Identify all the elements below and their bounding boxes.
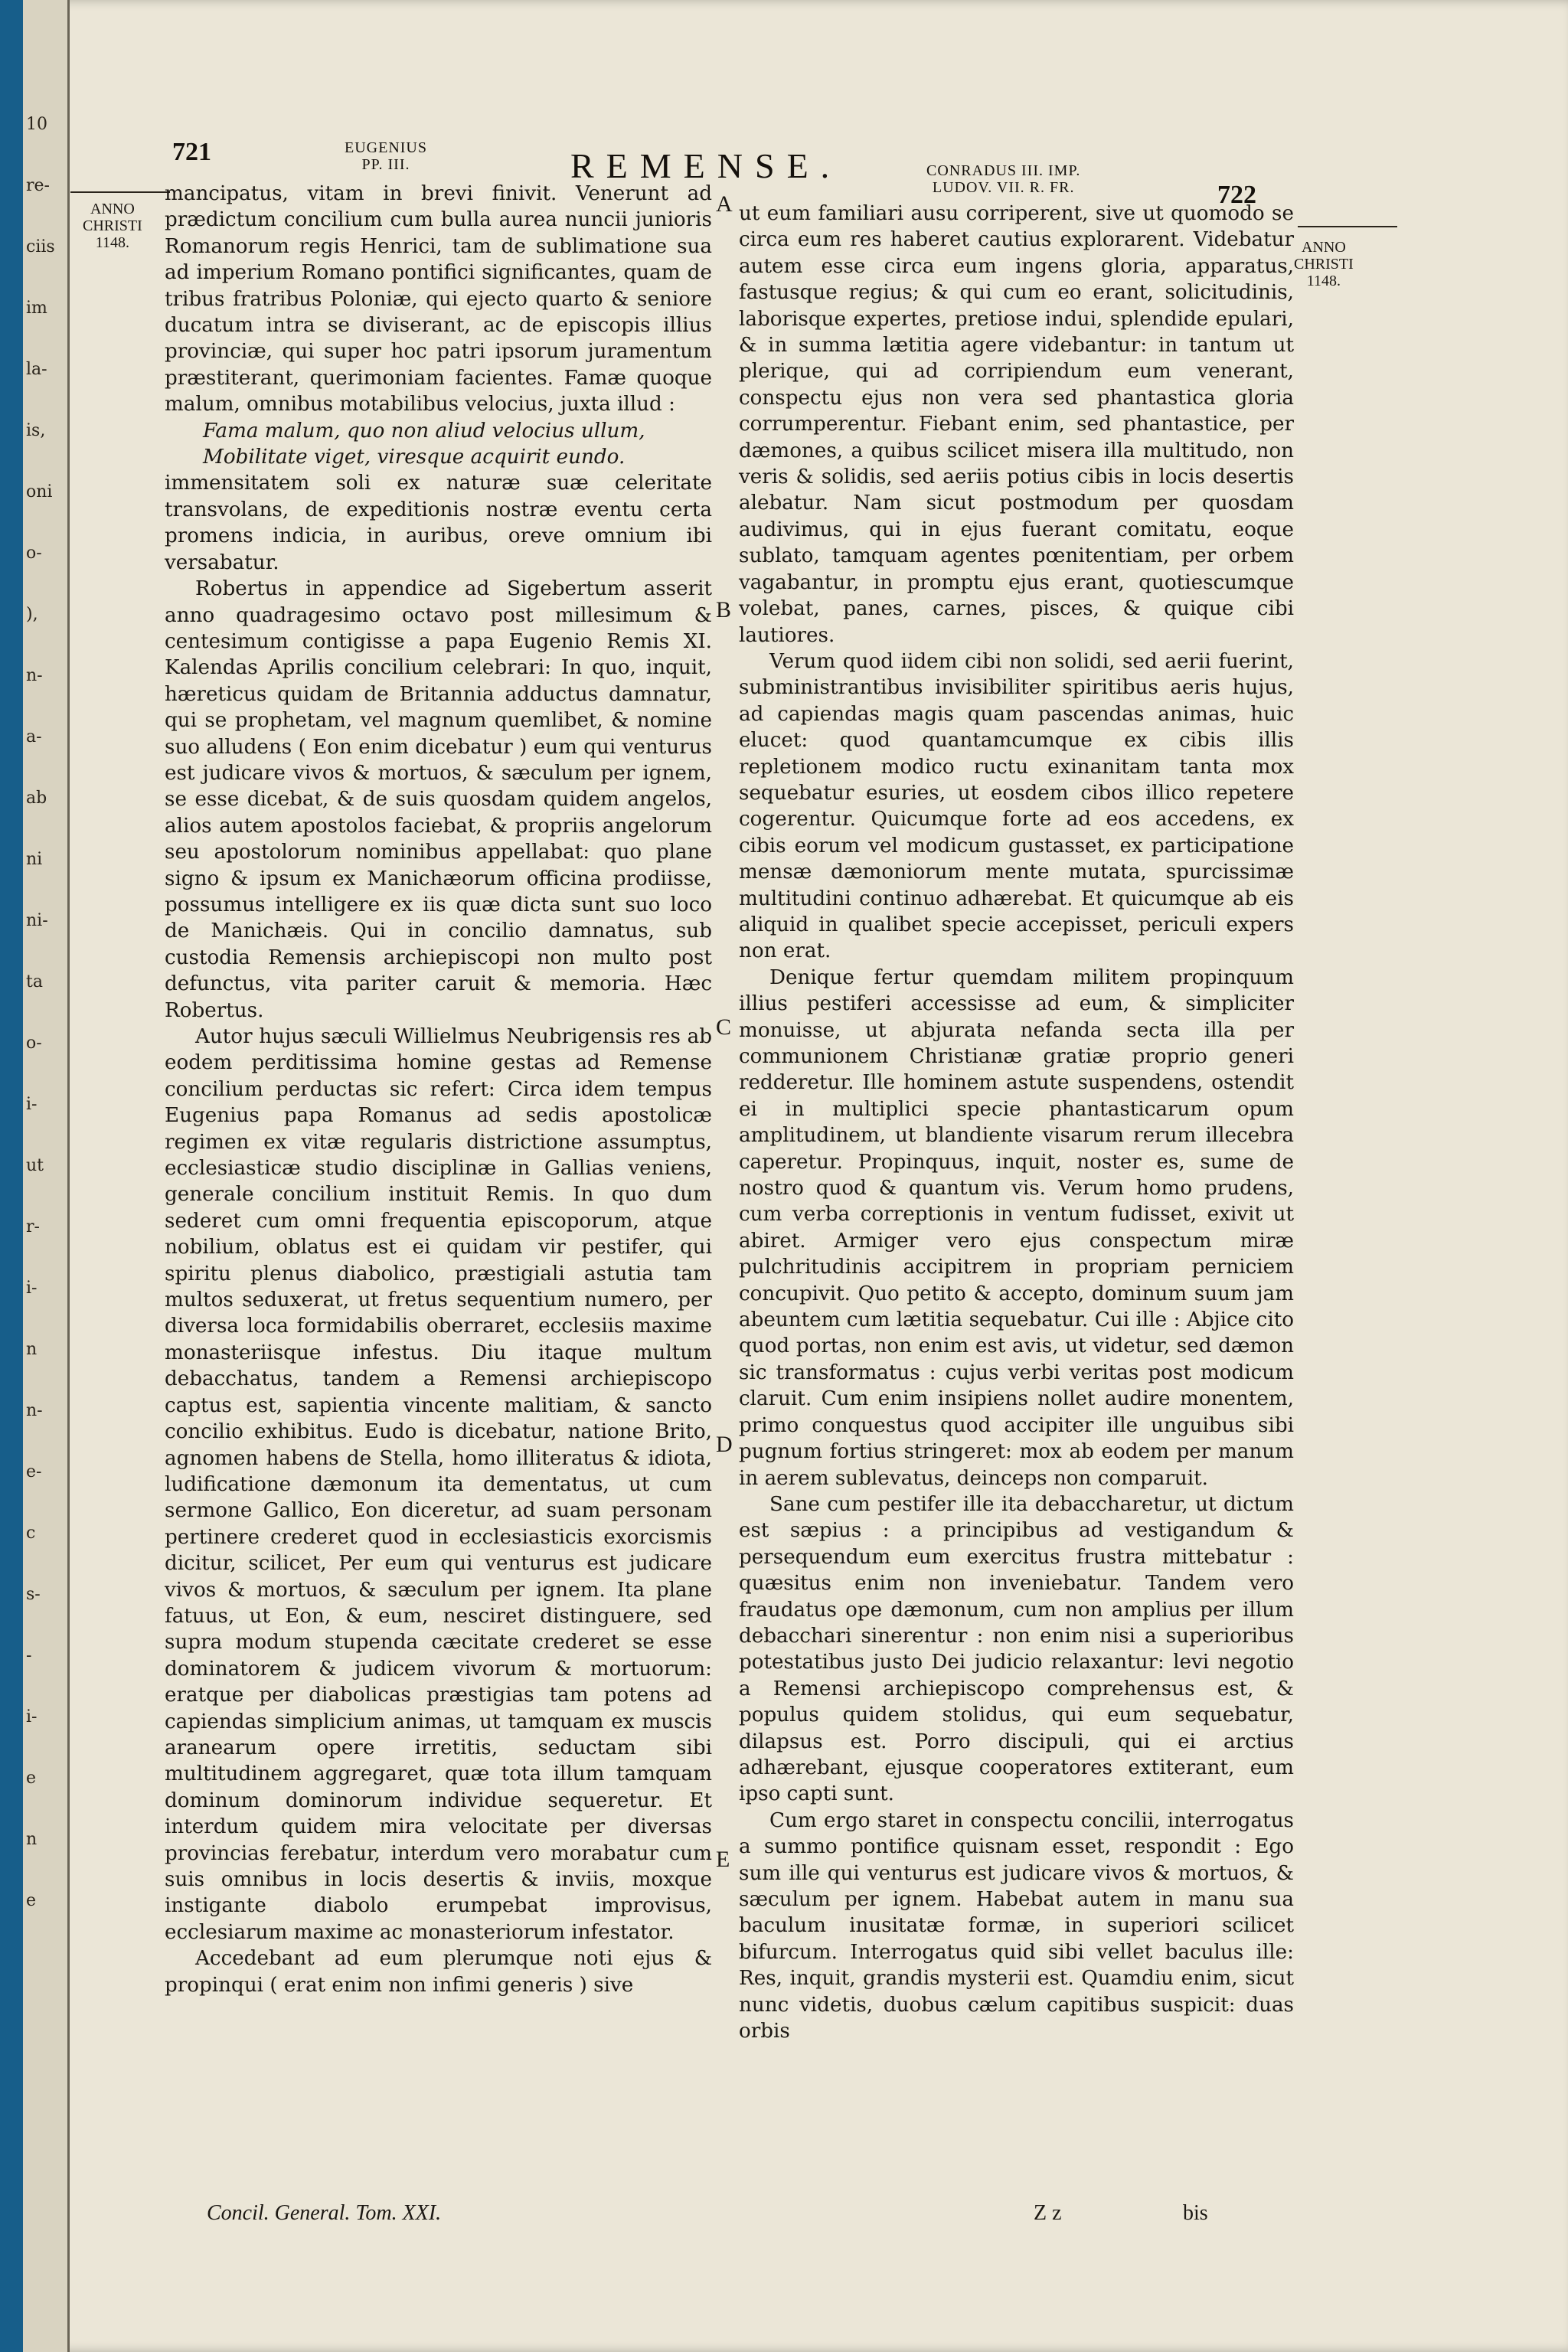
- catchword: bis: [1183, 2201, 1208, 2225]
- previous-page-fragment: n: [26, 1340, 38, 1359]
- previous-page-fragment: a-: [26, 727, 42, 746]
- section-letter-d: D: [716, 1432, 733, 1457]
- section-letter-c: C: [716, 1014, 732, 1040]
- right-column-paragraph: Sane cum pestifer ille ita debaccharetur, ut dictum est sæpius : a principibus ad vestigandum & persequendum eum exercitus frustra mittebatur : quæsitus enim non inveniebatur. Tandem vero fraudatus ope dæmonum, cum non amplius per illum debacchari sinerentur : non enim nisi a superioribus potestatibus justo Dei judicio relaxantur: levi negotio a Remensi archiepiscopo comprehensus est, & populus quidem stolidus, qui eum sequebatur, dilapsus est. Porro discipuli, qui ei arctius adhærebant, ejusque cooperatores extiterant, eum ipso capti sunt.: [739, 1492, 1294, 1806]
- previous-page-fragment: ta: [26, 972, 43, 991]
- left-column-paragraph: Fama malum, quo non aliud velocius ullum,: [203, 419, 645, 443]
- footer-volume: Concil. General. Tom. XXI.: [207, 2201, 442, 2225]
- running-head-left: EUGENIUS PP. III.: [345, 139, 427, 173]
- previous-page-fragment: ni-: [26, 911, 48, 930]
- running-head-right: CONRADUS III. IMP. LUDOV. VII. R. FR.: [926, 162, 1081, 196]
- previous-page-fragment: is,: [26, 421, 46, 440]
- previous-page-fragment: im: [26, 299, 47, 318]
- previous-page-fragment: -: [26, 1646, 32, 1665]
- left-page-number: 721: [172, 138, 211, 166]
- previous-page-fragment: n-: [26, 1401, 43, 1420]
- margin-rule-left: [70, 191, 170, 193]
- previous-page-fragment: la-: [26, 360, 47, 379]
- previous-page-fragment: r-: [26, 1217, 40, 1236]
- book-page: [23, 0, 1568, 2352]
- signature-mark: Z z: [1034, 2201, 1062, 2225]
- previous-page-fragment: o-: [26, 544, 42, 563]
- previous-page-fragment: i-: [26, 1095, 38, 1114]
- previous-page-fragment: oni: [26, 482, 53, 501]
- left-column-paragraph: Robertus in appendice ad Sigebertum asserit anno quadragesimo octavo post millesimum & centesimum contigisse a papa Eugenio Remis XI. Kalendas Aprilis concilium celebrari: In quo, inquit, hæreticus quidam de Britannia adductus damnatur, qui se prophetam, vel magnum quemlibet, & nomine suo alludens ( Eon enim dicebatur ) eum qui venturus est judicare vivos & mortuos, & sæculum per ignem, se esse dicebat, & de suis quosdam quidem angelos, alios autem apostolos faciebat, & propriis angelorum seu apostolorum nominibus appellabat: quo plane signo & ipsum ex Manichæorum officina prodiisse, possumus intelligere ex iis quæ dicta sunt suo loco de Manichæis. Qui in concilio damnatus, sub custodia Remensis archiepiscopi non multo post defunctus, vita pariter caruit & memoria. Hæc Robertus.: [165, 577, 712, 1022]
- previous-page-edge: [23, 0, 70, 2352]
- previous-page-fragment: i-: [26, 1279, 38, 1298]
- previous-page-fragment: s-: [26, 1585, 41, 1604]
- left-column-paragraph: immensitatem soli ex naturæ suæ celeritate transvolans, de expeditionis nostræ eventu certa promens indicia, in auribus, oreve omnium ibi versabatur.: [165, 472, 712, 574]
- previous-page-fragment: ab: [26, 789, 47, 808]
- right-column-paragraph: Denique fertur quemdam militem propinquum illius pestiferi accessisse ad eum, & simpliciter monuisse, ut abjurata nefanda secta illa per communionem Christianæ gratiæ proprio generi redderetur. Ille hominem astute suspendens, ostendit ei in multiplici specie phantasticarum opum amplitudinem, ut blandiente visarum rerum illecebra caperetur. Propinquus, inquit, noster es, sume de nostro quod & quantum vis. Verum homo prudens, cum verba correptionis in ventum fudisset, exivit ut abiret. Armiger vero ejus conspectum miræ pulchritudinis accipitrem in propriam perniciem concupivit. Quo petito & accepto, dominum suum jam abeuntem cum lætitia sequebatur. Cui ille : Abjice cito quod portas, non enim est avis, ut videtur, sed dæmon sic transformatus : cujus verbi veritas post modicum claruit. Cum enim insipiens nollet audire monentem, primo conquestus quod accipiter ille unguibus sibi pugnum fortius stringeret: mox ab eodem per manum in aerem sublevatus, deinceps non comparuit.: [739, 965, 1294, 1490]
- left-column-paragraph: mancipatus, vitam in brevi finivit. Venerunt ad prædictum concilium cum bulla aurea nuncii junioris Romanorum regis Henrici, tam de sublimatione sua ad imperium Romano pontifici significantes, quam de tribus fratribus Poloniæ, qui ejecto quarto & seniore ducatum intra se diviserant, ac de episcopis illius provinciæ, qui super hoc patri ipsorum juramentum præstiterant, querimoniam facientes. Famæ quoque malum, omnibus motabilibus velocius, juxta illud :: [165, 182, 712, 416]
- left-column-paragraph: Mobilitate viget, viresque acquirit eundo.: [203, 446, 626, 469]
- section-letter-a: A: [716, 191, 733, 217]
- previous-page-fragment: e: [26, 1769, 37, 1788]
- left-column-paragraph: Accedebant ad eum plerumque noti ejus & propinqui ( erat enim non infimi generis ) sive: [165, 1947, 712, 1997]
- previous-page-fragment: e-: [26, 1462, 42, 1481]
- right-page-number: 722: [1217, 181, 1256, 209]
- right-text-column: [739, 201, 1294, 2044]
- right-column-paragraph: Cum ergo staret in conspectu concilii, interrogatus a summo pontifice quisnam esset, respondit : Ego sum ille qui venturus est judicare vivos & mortuos, & sæculum per ignem. Habebat autem in manu sua baculum inusitatæ formæ, in superiori scilicet bifurcum. Interrogatus quid sibi vellet baculus ille: Res, inquit, grandis mysterii est. Quamdiu enim, sicut nunc videtis, duobus cælum capitibus suspicit: duas orbis: [739, 1808, 1294, 2043]
- previous-page-fragment: n: [26, 1830, 38, 1849]
- previous-page-fragment: ni: [26, 850, 43, 869]
- previous-page-fragment: 10: [26, 115, 47, 134]
- margin-rule-right: [1298, 226, 1397, 227]
- right-column-paragraph: Verum quod iidem cibi non solidi, sed aerii fuerint, subministrantibus invisibiliter spiritibus aeris hujus, ad capiendas magis quam pascendas animas, huic elucet: quod quantamcumque ex cibis illis repletionem modico ructu exinanitam tanta mox sequebatur esuries, ut eosdem cibos illico repetere cogerentur. Quicumque forte ad eos accedens, ex cibis eorum vel modicum gustasset, ex participatione mensæ dæmoniorum mente mutata, spurcissimæ multitudini continuo adhærebat. Et quicumque ab eis aliquid in qualibet specie accepisset, periculi expers non erat.: [739, 649, 1294, 963]
- previous-page-fragment: o-: [26, 1034, 42, 1053]
- margin-year-left: ANNO CHRISTI 1148.: [83, 201, 142, 251]
- left-text-column: [165, 181, 712, 1998]
- previous-page-fragment: ut: [26, 1156, 44, 1175]
- left-column-paragraph: Autor hujus sæculi Willielmus Neubrigensis res ab eodem perditissima homine gestas ad Remense concilium perductas sic refert: Circa idem tempus Eugenius papa Romanus ad sedis apostolicæ regimen ex vitæ regularis districtione assumptus, ecclesiasticæ studio disciplinæ in Gallias veniens, generale concilium instituit Remis. In quo dum sederet cum omni frequentia episcoporum, atque nobilium, oblatus est ei quidam vir pestifer, qui spiritu plenus diabolico, præstigiali astutia tam multos seduxerat, ut fretus sequentium numero, per diversa loca formidabilis oberraret, ecclesiis maxime monasteriisque infestus. Diu itaque multum debacchatus, tandem a Remensi archiepiscopo captus est, sapientia vincente malitiam, & sancto concilio exhibitus. Eudo is dicebatur, natione Brito, agnomen habens de Stella, homo illiteratus & idiota, ludificatione dæmonum ita dementatus, ut cum sermone Gallico, Eon diceretur, ad suam personam pertinere crederet quod in ecclesiasticis exorcismis dicitur, scilicet, Per eum qui venturus est judicare vivos & mortuos, & sæculum per ignem. Ita plane fatuus, ut Eon, & eum, nesciret distinguere, sed supra modum stupenda cæcitate crederet se esse dominatorem & judicem vivorum & mortuorum: eratque per diabolicas præstigias tam potens ad capiendas simplicium animas, ut tamquam ex muscis aranearum opere irretitis, seductam sibi multitudinem aggregaret, quæ tota illum tamquam dominum dominorum individue sequeretur. Et interdum quidem mira velocitate per diversas provincias ferebatur, interdum vero morabatur cum suis omnibus in locis desertis & inviis, moxque instigante diabolo erumpebat improvisus, ecclesiarum maxime ac monasteriorum infestator.: [165, 1025, 712, 1944]
- margin-year-right: ANNO CHRISTI 1148.: [1294, 239, 1354, 289]
- section-letter-b: B: [716, 597, 732, 622]
- previous-page-fragment: re-: [26, 176, 50, 195]
- previous-page-fragment: ),: [26, 605, 38, 624]
- right-column-paragraph: ut eum familiari ausu corriperent, sive ut quomodo se circa eum res haberet cautius explorarent. Videbatur autem esse circa eum ingens gloria, apparatus, fastusque regius; & qui cum eo erant, solicitudinis, laborisque expertes, pretiose indui, splendide epulari, & in summa lætitia agere videbantur: in tantum ut plerique, qui ad corripiendum eum venerant, conspectu ejus non vera sed phantastica gloria corrumperentur. Fiebant enim, sed phantastice, per dæmones, a quibus scilicet misera illa multitudo, non veris & solidis, sed aeriis potius cibis in locis desertis alebatur. Nam sicut postmodum per quosdam audivimus, qui in ejus fuerant comitatu, eoque sublato, tamquam agentes pœnitentiam, per orbem vagabantur, in promptu ejus erant, quotiescumque volebat, panes, carnes, pisces, & quique cibi lautiores.: [739, 202, 1294, 647]
- previous-page-fragment: n-: [26, 666, 43, 685]
- previous-page-fragment: i-: [26, 1707, 38, 1726]
- previous-page-fragment: ciis: [26, 237, 55, 256]
- page-title: REMENSE.: [570, 146, 842, 185]
- previous-page-fragment: c: [26, 1524, 36, 1543]
- section-letter-e: E: [716, 1847, 730, 1872]
- previous-page-fragment: e: [26, 1891, 37, 1910]
